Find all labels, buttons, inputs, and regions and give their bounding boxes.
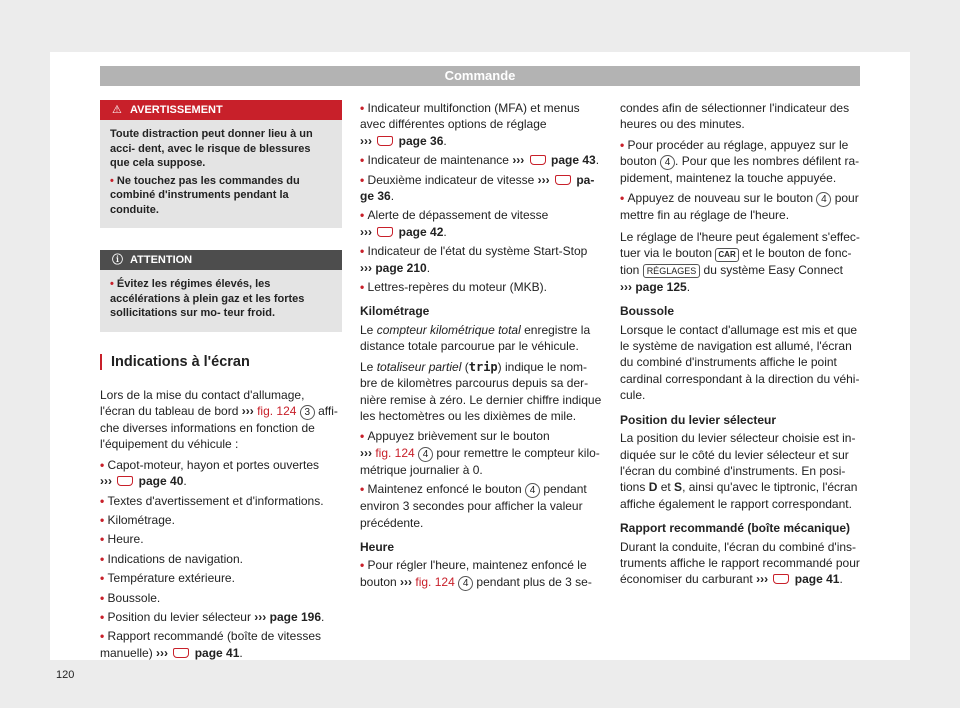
car-button-icon: CAR <box>715 248 738 262</box>
book-icon <box>555 175 571 185</box>
column-1 <box>100 100 342 664</box>
figure-link[interactable]: fig. 124 <box>415 574 455 589</box>
warning-text-1: Toute distraction peut donner lieu à un acci- dent, avec le risque de blessures que cela suppose. <box>110 128 313 169</box>
list-item: • Indicateur multifonction (MFA) et menus avec différentes options de réglage ››› page 36. <box>360 101 580 148</box>
list-item: • Indicateur de maintenance ››› page 43. <box>360 153 600 168</box>
attention-header <box>100 250 342 270</box>
warning-header <box>100 100 342 120</box>
page-link[interactable]: page 43 <box>550 153 596 168</box>
paragraph: Le compteur kilométrique total enregistre la distance totale parcourue par le véhicule. <box>360 322 591 354</box>
subheading-kilometrage: Kilométrage <box>360 304 430 319</box>
page-link[interactable]: page 40 <box>138 474 184 489</box>
reglages-key: RÉGLAGES <box>643 264 701 278</box>
book-icon <box>377 227 393 237</box>
callout-number: 4 <box>525 483 540 498</box>
list-item: • Position du levier sélecteur ››› page 196. <box>100 609 325 624</box>
callout-number: 4 <box>418 447 433 462</box>
page-link[interactable]: page 36 <box>398 133 444 148</box>
column-2 <box>360 100 602 594</box>
paragraph: La position du levier sélecteur choisie est in- diquée sur le côté du levier sélecteur et sur l'écran du combiné d'instruments. En posi- tions D et S, ainsi qu'avec le tiptronic, l'écran affiche également le rapport correspondant. <box>620 431 858 511</box>
list-item: • Indicateur de l'état du système Start-Stop ››› page 210. <box>360 244 588 275</box>
intro-paragraph: Lors de la mise du contact d'allumage, l'écran du tableau de bord ››› fig. 124 3 affi- che diverses informations en fonction de l'équipement du véhicule : <box>100 387 338 452</box>
list-item: • Textes d'avertissement et d'informations. <box>100 493 324 508</box>
list-item: • Deuxième indicateur de vitesse ››› pa- ge 36. <box>360 172 595 204</box>
trip-code: trip <box>468 359 498 374</box>
warning-triangle-icon: ⚠ <box>112 104 122 116</box>
paragraph: Lorsque le contact d'allumage est mis et que le système de navigation est allumé, l'écran du combiné d'instruments affiche le point cardinal correspondant à la direction du véhi- cule. <box>620 322 860 403</box>
callout-number: 4 <box>816 192 831 207</box>
book-icon <box>773 574 789 584</box>
book-icon <box>530 155 546 165</box>
list-item: • Rapport recommandé (boîte de vitesses manuelle) ››› page 41. <box>100 629 321 660</box>
figure-link[interactable]: fig. 124 <box>375 445 415 460</box>
attention-body <box>100 270 342 332</box>
page-link[interactable]: page 41 <box>794 572 840 587</box>
book-icon <box>173 648 189 658</box>
list-item: • Heure. <box>100 532 144 547</box>
section-title: Indications à l'écran <box>100 354 342 370</box>
list-item: • Température extérieure. <box>100 571 235 586</box>
attention-box <box>100 250 342 332</box>
page-link[interactable]: page 196 <box>269 609 321 624</box>
list-item: • Appuyez brièvement sur le bouton ››› fig. 124 4 pour remettre le compteur kilo- métrique journalier à 0. <box>360 429 600 477</box>
list-item: • Boussole. <box>100 590 161 605</box>
paragraph: Durant la conduite, l'écran du combiné d'ins- truments affiche le rapport recommandé pour économiser du carburant ››› page 41. <box>620 539 860 587</box>
subheading-rapport: Rapport recommandé (boîte mécanique) <box>620 521 851 536</box>
attention-title: ATTENTION <box>130 254 193 266</box>
warning-body <box>100 120 342 228</box>
figure-link[interactable]: fig. 124 <box>257 403 297 418</box>
paragraph: Le réglage de l'heure peut également s'effec- tuer via le bouton CAR et le bouton de fonc- tion RÉGLAGES du système Easy Connect ››› page 125. <box>620 230 860 294</box>
bullet-icon: • <box>110 278 117 290</box>
list-item: • Capot-moteur, hayon et portes ouvertes ››› page 40. <box>100 457 319 489</box>
page-link[interactable]: page 125 <box>635 279 687 294</box>
page-link[interactable]: page 42 <box>398 224 444 239</box>
book-icon <box>377 136 393 146</box>
list-item: • Pour procéder au réglage, appuyez sur le bouton 4 . Pour que les nombres défilent ra- pidement, maintenez la touche appuyée. <box>620 137 860 186</box>
column-3 <box>620 100 862 592</box>
callout-number: 3 <box>300 405 315 420</box>
warning-title: AVERTISSEMENT <box>130 104 223 116</box>
list-item: • Maintenez enfoncé le bouton 4 pendant environ 3 secondes pour afficher la valeur précédente. <box>360 482 587 530</box>
list-item: • Appuyez de nouveau sur le bouton 4 pour mettre fin au réglage de l'heure. <box>620 190 859 222</box>
callout-number: 4 <box>660 155 675 170</box>
paragraph: Le totaliseur partiel (trip) indique le nom- bre de kilomètres parcourus depuis sa der- nière remise à zéro. Le dernier chiffre indique les hectomètres ou les dixièmes de mile. <box>360 359 602 423</box>
subheading-heure: Heure <box>360 539 395 554</box>
list-item: • Alerte de dépassement de vitesse ››› page 42. <box>360 208 549 239</box>
list-item: • Lettres-repères du moteur (MKB). <box>360 280 547 295</box>
warning-text-2: • Ne touchez pas les commandes du combiné d'instruments pendant la conduite. <box>110 174 300 216</box>
callout-number: 4 <box>458 576 473 591</box>
chapter-header: Commande <box>100 66 860 86</box>
paragraph: condes afin de sélectionner l'indicateur des heures ou des minutes. <box>620 101 850 132</box>
page-number: 120 <box>56 669 75 681</box>
page-link[interactable]: pa- ge 36 <box>360 172 595 204</box>
list-item: • Kilométrage. <box>100 512 175 527</box>
attention-text-1: • Évitez les régimes élevés, les accélérations à plein gaz et les fortes sollicitations sur mo- teur froid. <box>110 278 305 319</box>
page <box>50 52 910 681</box>
warning-box <box>100 100 342 228</box>
bullet-icon: • <box>110 174 117 187</box>
list-item: • Pour régler l'heure, maintenez enfoncé le bouton ››› fig. 124 4 pendant plus de 3 se- <box>360 558 592 589</box>
page-link[interactable]: page 41 <box>194 645 240 660</box>
page-link[interactable]: page 210 <box>375 260 427 275</box>
book-icon <box>117 476 133 486</box>
subheading-boussole: Boussole <box>620 304 675 319</box>
subheading-levier: Position du levier sélecteur <box>620 412 777 427</box>
list-item: • Indications de navigation. <box>100 551 243 566</box>
info-circle-icon: ⓘ <box>112 254 123 266</box>
